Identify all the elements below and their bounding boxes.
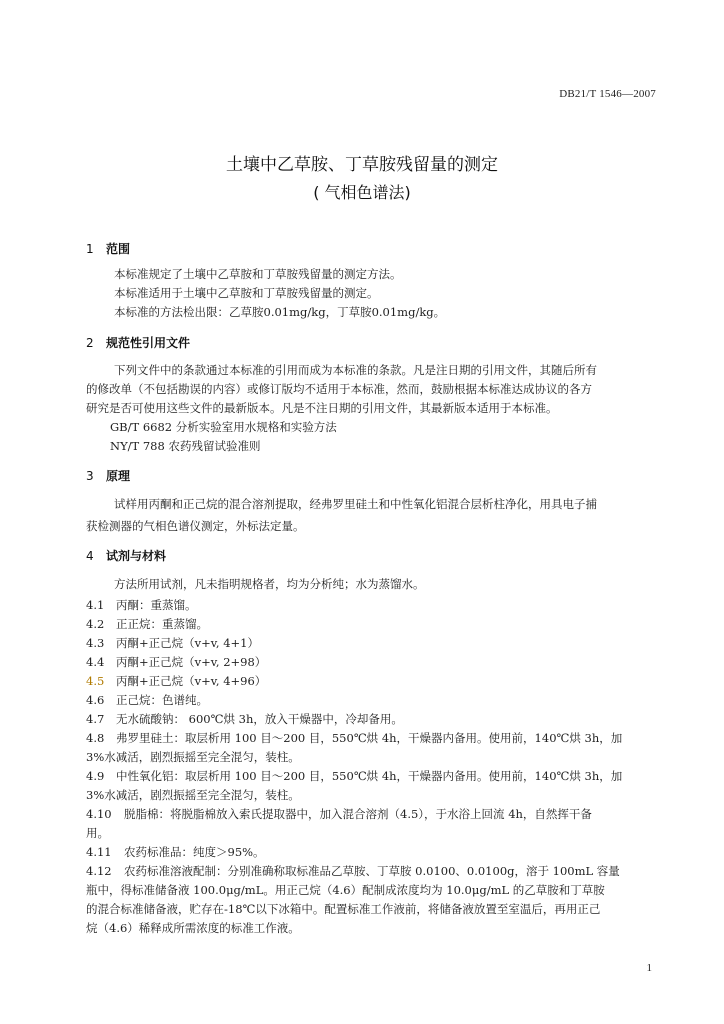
reference-item: GB/T 6682 分析实验室用水规格和实验方法 bbox=[110, 420, 337, 434]
paragraph-line: 的修改单（不包括勘误的内容）或修订版均不适用于本标准，然而，鼓励根据本标准达成协议的各方 bbox=[86, 382, 592, 396]
list-item: 4.6 正己烷：色谱纯。 bbox=[86, 693, 208, 707]
list-item: 4.11 农药标准品：纯度＞95%。 bbox=[86, 845, 265, 859]
section-heading-normative-references: 2 规范性引用文件 bbox=[86, 336, 191, 350]
paragraph-line: 试样用丙酮和正己烷的混合溶剂提取，经弗罗里硅土和中性氧化铝混合层析柱净化，用具电子捕 bbox=[114, 497, 597, 511]
list-item: 4.8 弗罗里硅土：取层析用 100 目～200 目，550℃烘 4h，干燥器内备用。使用前，140℃烘 3h，加 bbox=[86, 731, 623, 745]
paragraph-line: 研究是否可使用这些文件的最新版本。凡是不注日期的引用文件，其最新版本适用于本标准。 bbox=[86, 401, 558, 415]
reference-item: NY/T 788 农药残留试验准则 bbox=[110, 439, 261, 453]
list-item-continuation: 烷（4.6）稀释成所需浓度的标准工作液。 bbox=[86, 921, 300, 935]
list-item: 4.7 无水硫酸钠： 600℃烘 3h，放入干燥器中，冷却备用。 bbox=[86, 712, 403, 726]
list-item-continuation: 的混合标准储备液，贮存在-18℃以下冰箱中。配置标准工作液前，将储备液放置至室温后，再用正己 bbox=[86, 902, 601, 916]
list-item-continuation: 3%水减活，剧烈振摇至完全混匀，装柱。 bbox=[86, 750, 300, 764]
paragraph-line: 下列文件中的条款通过本标准的引用而成为本标准的条款。凡是注日期的引用文件，其随后所有 bbox=[114, 363, 597, 377]
list-item-continuation: 用。 bbox=[86, 826, 109, 840]
standard-code: DB21/T 1546—2007 bbox=[559, 88, 656, 100]
list-item: 4.9 中性氧化铝：取层析用 100 目～200 目，550℃烘 4h，干燥器内备用。使用前，140℃烘 3h，加 bbox=[86, 769, 623, 783]
list-item: 4.10 脱脂棉：将脱脂棉放入索氏提取器中，加入混合溶剂（4.5），于水浴上回流 4h，自然挥干备 bbox=[86, 807, 592, 821]
list-item-continuation: 瓶中，得标准储备液 100.0μg/mL。用正己烷（4.6）配制成浓度均为 10.0μg/mL 的乙草胺和丁草胺 bbox=[86, 883, 605, 897]
section-heading-scope: 1 范围 bbox=[86, 242, 131, 256]
section-heading-principle: 3 原理 bbox=[86, 469, 131, 483]
list-item: 4.4 丙酮+正己烷（v+v, 2+98） bbox=[86, 655, 267, 669]
page-number: 1 bbox=[646, 962, 652, 974]
list-item: 4.2 正正烷：重蒸馏。 bbox=[86, 617, 208, 631]
paragraph-line: 获检测器的气相色谱仪测定，外标法定量。 bbox=[86, 519, 305, 533]
document-title: 土壤中乙草胺、丁草胺残留量的测定 bbox=[226, 155, 498, 175]
paragraph-line: 方法所用试剂，凡未指明规格者，均为分析纯；水为蒸馏水。 bbox=[114, 577, 425, 591]
list-item: 4.3 丙酮+正己烷（v+v, 4+1） bbox=[86, 636, 259, 650]
paragraph-line: 本标准适用于土壤中乙草胺和丁草胺残留量的测定。 bbox=[114, 286, 379, 300]
section-heading-reagents: 4 试剂与材料 bbox=[86, 549, 167, 563]
list-item-continuation: 3%水减活，剧烈振摇至完全混匀，装柱。 bbox=[86, 788, 300, 802]
list-item: 4.12 农药标准溶液配制：分别准确称取标准品乙草胺、丁草胺 0.0100、0.0100g，溶于 100mL 容量 bbox=[86, 864, 620, 878]
list-item: 4.5 丙酮+正己烷（v+v, 4+96） bbox=[86, 674, 267, 688]
paragraph-line: 本标准的方法检出限：乙草胺0.01mg/kg，丁草胺0.01mg/kg。 bbox=[114, 305, 446, 319]
paragraph-line: 本标准规定了土壤中乙草胺和丁草胺残留量的测定方法。 bbox=[114, 267, 402, 281]
document-subtitle: ( 气相色谱法) bbox=[313, 183, 411, 202]
list-item: 4.1 丙酮：重蒸馏。 bbox=[86, 598, 197, 612]
